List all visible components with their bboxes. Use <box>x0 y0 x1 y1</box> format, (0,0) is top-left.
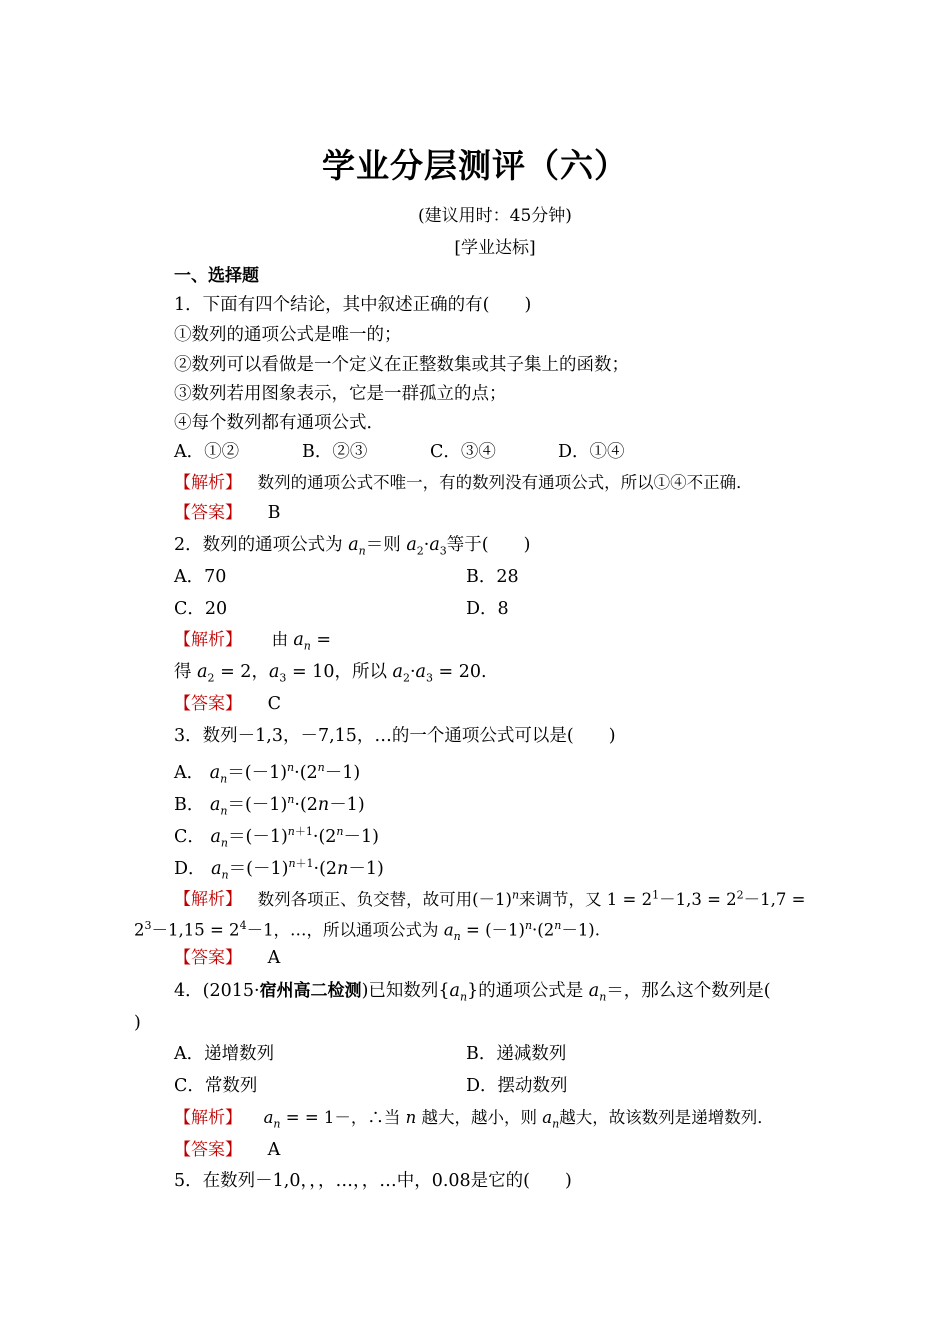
analysis-tag: 【解析】 <box>174 1108 242 1128</box>
q2-stem: 2．数列的通项公式为 $a_n=$则 $a_2\cdot a_3$等于( ) <box>174 535 531 558</box>
q1-statement-1: ①数列的通项公式是唯一的； <box>174 325 402 345</box>
q2-answer <box>174 693 281 715</box>
answer-value: C <box>267 694 281 714</box>
page-title: 学业分层测评（六） <box>322 146 628 185</box>
q2-analysis-line2: 得 $a_2 = 2$，$a_3 = 10$，所以 $a_2\cdot a_3 = 20$. <box>174 662 487 685</box>
q4-option-b: B．递减数列 <box>466 1044 567 1064</box>
q2-option-d: D．8 <box>466 599 509 619</box>
q2-option-b: B．28 <box>466 567 519 587</box>
q1-option-b: B．②③ <box>302 442 368 462</box>
time-note: (建议用时：45分钟) <box>418 206 572 226</box>
q1-option-a: A．①② <box>174 442 240 462</box>
q3-answer <box>174 947 280 969</box>
q1-answer <box>174 502 280 524</box>
q3-analysis-line2: $2^3-1,15 = 2^4-1$，…，所以通项公式为 $a_n = (-1)^n\cdot(2^n-1)$. <box>134 919 600 943</box>
q1-option-c: C．③④ <box>430 442 496 462</box>
q2-analysis: 【解析】 由 $a_n$ = <box>174 630 332 653</box>
q3-option-a: A． $a_n=(-1)^n\cdot(2^n-1)$ <box>174 761 361 786</box>
q3-stem: 3．数列－1,3，－7,15，…的一个通项公式可以是( ) <box>174 726 616 746</box>
q4-option-d: D．摆动数列 <box>466 1076 568 1096</box>
section-heading: 一、选择题 <box>174 266 259 286</box>
q1-statement-2: ②数列可以看做是一个定义在正整数集或其子集上的函数； <box>174 355 629 375</box>
q4-option-a: A．递增数列 <box>174 1044 275 1064</box>
answer-tag: 【答案】 <box>174 1140 242 1160</box>
q1-option-d: D．①④ <box>558 442 625 462</box>
answer-tag: 【答案】 <box>174 948 242 968</box>
q1-statement-3: ③数列若用图象表示，它是一群孤立的点； <box>174 384 507 404</box>
q3-analysis: 【解析】 数列各项正、负交替，故可用$(-1)^n$来调节，又 $1 = 2^1-1,3 = 2^2-1,7$ = <box>174 888 806 910</box>
q3-option-d: D． $a_n=(-1)^{n+1}\cdot(2n-1)$ <box>174 857 384 882</box>
q2-option-c: C．20 <box>174 599 228 619</box>
q3-option-c: C． $a_n=(-1)^{n+1}\cdot(2^n-1)$ <box>174 825 379 850</box>
q5-stem: 5．在数列－1,0，，，…，，…中，0.08是它的( ) <box>174 1171 572 1191</box>
analysis-text: 数列的通项公式不唯一，有的数列没有通项公式，所以①④不正确． <box>257 473 753 492</box>
analysis-tag: 【解析】 <box>174 473 242 493</box>
level-label: [学业达标] <box>454 238 536 258</box>
q1-statement-4: ④每个数列都有通项公式． <box>174 413 384 433</box>
answer-tag: 【答案】 <box>174 694 242 714</box>
q4-option-c: C．常数列 <box>174 1076 258 1096</box>
answer-value: A <box>267 948 281 968</box>
answer-value: B <box>267 503 281 523</box>
q3-option-b: B． $a_n=(-1)^n\cdot(2n-1)$ <box>174 793 365 818</box>
answer-tag: 【答案】 <box>174 503 242 523</box>
analysis-tag: 【解析】 <box>174 630 242 650</box>
q4-answer <box>174 1139 280 1161</box>
q4-stem: 4．(2015·宿州高二检测)已知数列$\{a_n\}$的通项公式是 $a_n=$，那么这个数列是( <box>174 981 771 1004</box>
q1-stem: 1．下面有四个结论，其中叙述正确的有( ) <box>174 295 532 315</box>
q2-option-a: A．70 <box>174 567 227 587</box>
q1-analysis <box>174 472 753 494</box>
q4-stem-wrap: ) <box>134 1013 141 1033</box>
answer-value: A <box>267 1140 281 1160</box>
analysis-tag: 【解析】 <box>174 889 242 910</box>
q4-analysis: 【解析】 $a_n$ = = 1－，∴当 n 越大，越小，则 $a_n$越大，故该数列是递增数列． <box>174 1108 774 1131</box>
